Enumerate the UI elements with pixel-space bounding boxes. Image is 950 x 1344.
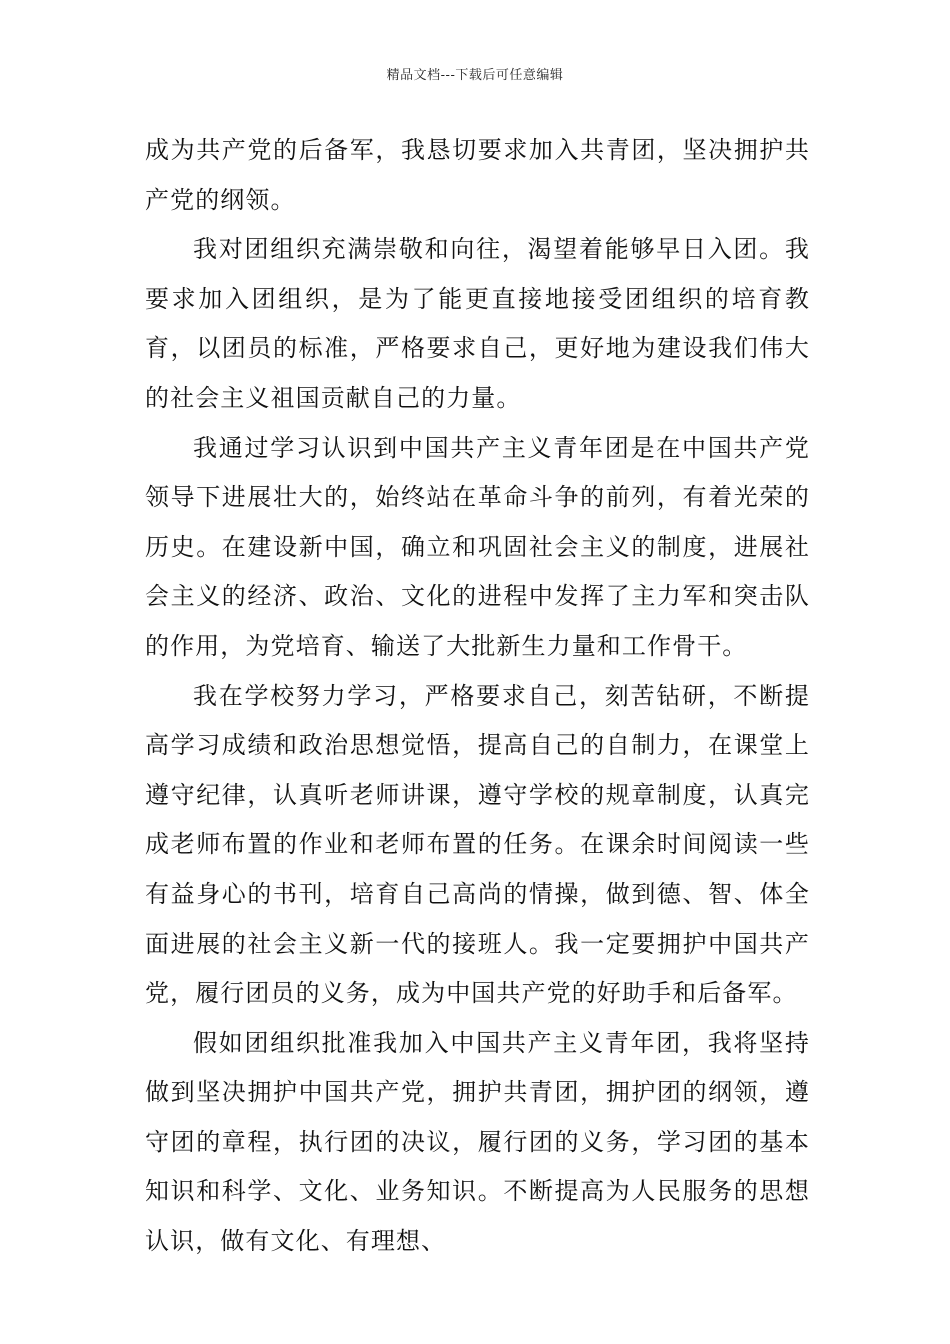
paragraph-3: 我通过学习认识到中国共产主义青年团是在中国共产党领导下进展壮大的，始终站在革命斗争的前列，有着光荣的历史。在建设新中国，确立和巩固社会主义的制度，进展社会主义的经济、政治、文化的进程中发挥了主力军和突击队的作用，为党培育、输送了大批新生力量和工作骨干。 xyxy=(145,433,810,660)
paragraph-5: 假如团组织批准我加入中国共产主义青年团，我将坚持做到坚决拥护中国共产党，拥护共青团，拥护团的纲领，遵守团的章程，执行团的决议，履行团的义务，学习团的基本知识和科学、文化、业务知识。不断提高为人民服务的思想认识，做有文化、有理想、 xyxy=(145,1028,810,1256)
page-header: 精品文档---下载后可任意编辑 xyxy=(386,68,564,83)
paragraph-1: 成为共产党的后备军，我恳切要求加入共青团，坚决拥护共产党的纲领。 xyxy=(145,136,810,214)
document-body xyxy=(145,126,810,1267)
paragraph-2: 我对团组织充满崇敬和向往，渴望着能够早日入团。我要求加入团组织，是为了能更直接地接受团组织的培育教育，以团员的标准，严格要求自己，更好地为建设我们伟大的社会主义祖国贡献自己的力量。 xyxy=(145,235,810,412)
paragraph-4: 我在学校努力学习，严格要求自己，刻苦钻研，不断提高学习成绩和政治思想觉悟，提高自己的自制力，在课堂上遵守纪律，认真听老师讲课，遵守学校的规章制度，认真完成老师布置的作业和老师布置的任务。在课余时间阅读一些有益身心的书刊，培育自己高尚的情操，做到德、智、体全面进展的社会主义新一代的接班人。我一定要拥护中国共产党，履行团员的义务，成为中国共产党的好助手和后备军。 xyxy=(145,681,810,1008)
